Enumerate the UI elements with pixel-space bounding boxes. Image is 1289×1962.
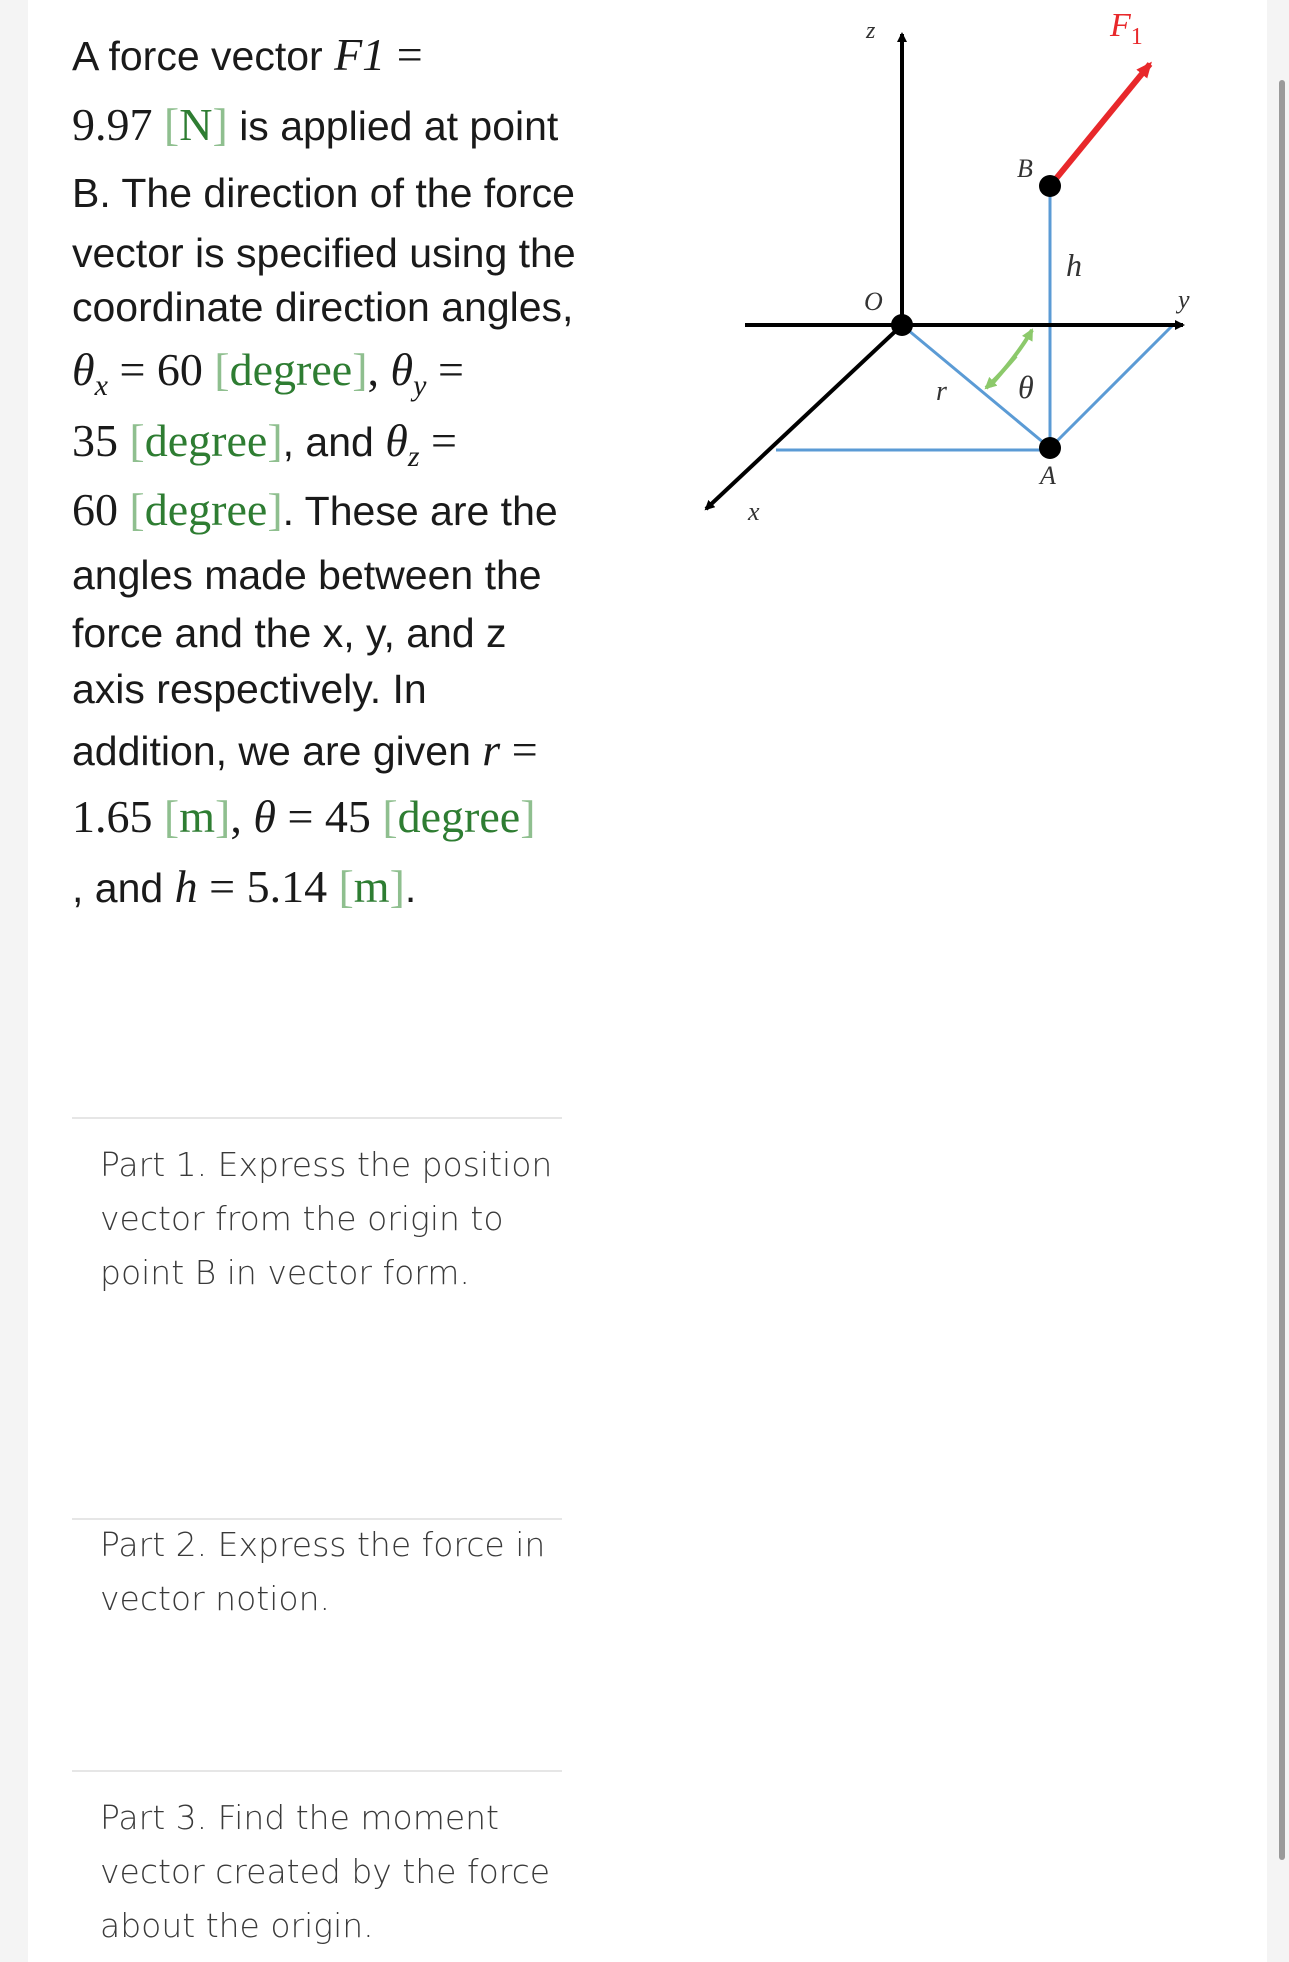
force-symbol: F1 [334, 29, 386, 80]
force-diagram [700, 0, 1220, 540]
force-label: $F_1$ [1110, 7, 1143, 50]
problem-line-3: B. The direction of the force [72, 170, 575, 216]
r-label: r [936, 376, 947, 407]
y-projection-line [1050, 325, 1173, 448]
theta-y-unit: degree [144, 415, 268, 466]
x-axis-label: x [748, 497, 760, 526]
point-b [1039, 175, 1061, 197]
problem-line-6: $\theta_x = 60$ [degree], $\theta_y$ = [72, 344, 464, 403]
problem-line-9: angles made between the [72, 552, 542, 598]
theta-x-value: 60 [156, 344, 203, 395]
point-b-label: B [1017, 154, 1033, 183]
point-a-label: A [1040, 461, 1056, 490]
point-a [1039, 437, 1061, 459]
problem-statement [72, 20, 632, 922]
theta-z-value: 60 [72, 484, 118, 535]
part-2-prompt: Part 2. Express the force in vector notion. [100, 1525, 546, 1618]
problem-line-11: axis respectively. In [72, 666, 427, 712]
force-vector-arrow [1050, 64, 1150, 186]
origin-point [891, 314, 913, 336]
problem-line-4: vector is specified using the [72, 230, 576, 276]
h-value: 5.14 [246, 861, 328, 912]
theta-x-unit: degree [229, 344, 353, 395]
theta-y-value: 35 [72, 415, 118, 466]
problem-line-10: force and the x, y, and z [72, 610, 507, 656]
problem-line-8: 60 [degree]. These are the [72, 484, 558, 535]
r-value: 1.65 [72, 791, 153, 842]
problem-line-5: coordinate direction angles, [72, 284, 574, 330]
force-diagram-svg [700, 0, 1220, 540]
h-unit: m [353, 861, 390, 912]
problem-line-12: addition, we are given r = [72, 724, 538, 775]
left-frame-margin [0, 0, 28, 1962]
problem-line-13: 1.65 [m], θ = 45 [degree] [72, 791, 536, 842]
angle-arc-down [986, 356, 1016, 388]
problem-line-1: A force vector F1 = [72, 29, 423, 80]
scrollbar-track[interactable] [1267, 0, 1289, 1962]
problem-line-7: 35 [degree], and $\theta_z$ = [72, 415, 457, 474]
y-axis-label: y [1178, 285, 1190, 314]
scrollbar-thumb[interactable] [1279, 80, 1285, 1860]
force-unit: N [179, 99, 213, 150]
part-3-prompt: Part 3. Find the moment vector created by the force about the origin. [100, 1798, 551, 1945]
part-1-prompt: Part 1. Express the position vector from the origin to point B in vector form. [100, 1145, 553, 1292]
divider-3 [72, 1770, 562, 1772]
r-unit: m [179, 791, 216, 842]
theta-label: θ [1018, 369, 1034, 405]
origin-label: O [864, 287, 883, 316]
height-label: h [1066, 247, 1082, 283]
x-axis [706, 325, 902, 509]
theta-value: 45 [324, 791, 371, 842]
theta-z-unit: degree [144, 484, 268, 535]
theta-unit: degree [397, 791, 521, 842]
divider-1 [72, 1117, 562, 1119]
problem-line-14: , and h = 5.14 [m]. [72, 861, 417, 912]
force-value: 9.97 [72, 99, 153, 150]
z-axis-label: z [866, 18, 876, 44]
problem-line-2: 9.97 [N] is applied at point [72, 99, 559, 150]
